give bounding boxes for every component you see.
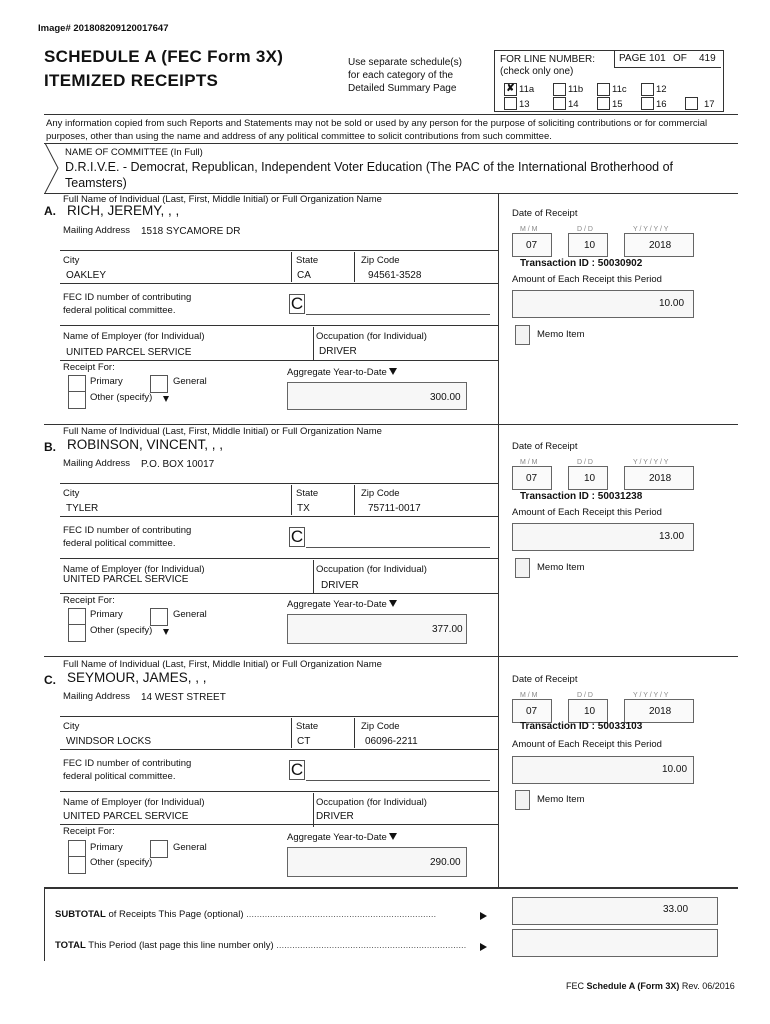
divider bbox=[60, 283, 498, 284]
line-11c-label: 11c bbox=[612, 84, 627, 95]
aggregate-value: 377.00 bbox=[432, 624, 463, 635]
primary-label: Primary bbox=[90, 609, 123, 620]
aggregate-label-text: Aggregate Year-to-Date bbox=[287, 832, 387, 843]
month-value: 07 bbox=[526, 240, 538, 251]
day-value: 10 bbox=[584, 240, 596, 251]
field-divider bbox=[354, 718, 355, 748]
column-divider bbox=[498, 193, 499, 887]
other-checkbox[interactable] bbox=[68, 856, 86, 874]
line-number-title: FOR LINE NUMBER: bbox=[500, 54, 596, 65]
amount-value: 13.00 bbox=[659, 531, 685, 542]
contributor-name: RICH, JEREMY, , , bbox=[67, 203, 180, 218]
line-11b-checkbox[interactable] bbox=[553, 83, 566, 96]
contributor-name: SEYMOUR, JAMES, , , bbox=[67, 670, 207, 685]
total-label-rest: This Period (last page this line number only) bbox=[85, 940, 274, 951]
page-counter bbox=[614, 51, 721, 68]
employer-label: Name of Employer (for Individual) bbox=[63, 564, 205, 575]
year-value: 2018 bbox=[649, 473, 672, 484]
fec-id-input[interactable] bbox=[306, 527, 490, 548]
contributor-name: ROBINSON, VINCENT, , , bbox=[67, 437, 224, 452]
divider bbox=[60, 325, 498, 326]
field-divider bbox=[313, 327, 314, 361]
occupation-label: Occupation (for Individual) bbox=[316, 564, 427, 575]
instruction-line: Detailed Summary Page bbox=[348, 83, 457, 94]
month-value: 07 bbox=[526, 706, 538, 717]
divider bbox=[60, 360, 498, 361]
state-label: State bbox=[296, 255, 319, 266]
committee-bracket-icon bbox=[44, 143, 60, 193]
entry-letter: A. bbox=[44, 204, 56, 218]
aggregate-label-text: Aggregate Year-to-Date bbox=[287, 367, 387, 378]
general-checkbox[interactable] bbox=[150, 840, 168, 858]
total-field[interactable] bbox=[512, 929, 718, 957]
occupation-value: DRIVER bbox=[316, 811, 354, 822]
city-label: City bbox=[63, 488, 80, 499]
general-label: General bbox=[173, 842, 207, 853]
other-label: Other (specify) bbox=[90, 857, 153, 868]
year-value: 2018 bbox=[649, 706, 672, 717]
footer-revision: Rev. 06/2016 bbox=[679, 981, 735, 991]
year-hint: Y / Y / Y / Y bbox=[633, 459, 669, 466]
memo-checkbox[interactable] bbox=[515, 558, 530, 578]
subtotal-label: SUBTOTAL of Receipts This Page (optional) ........................................................................ bbox=[55, 909, 437, 920]
field-divider bbox=[313, 793, 314, 827]
fec-id-label-line: federal political committee. bbox=[63, 538, 176, 549]
divider bbox=[60, 250, 498, 251]
aggregate-label bbox=[287, 599, 397, 610]
zip-label: Zip Code bbox=[361, 488, 400, 499]
divider bbox=[60, 516, 498, 517]
memo-checkbox[interactable] bbox=[515, 325, 530, 345]
divider bbox=[44, 887, 738, 889]
zip-value: 06096-2211 bbox=[365, 736, 418, 747]
divider bbox=[60, 558, 498, 559]
employer-value: UNITED PARCEL SERVICE bbox=[66, 347, 192, 358]
committee-name-line: Teamsters) bbox=[65, 176, 127, 190]
primary-checkbox[interactable] bbox=[68, 608, 86, 625]
occupation-value: DRIVER bbox=[321, 580, 359, 591]
month-value: 07 bbox=[526, 473, 538, 484]
city-label: City bbox=[63, 255, 80, 266]
other-dropdown-icon[interactable] bbox=[163, 629, 169, 635]
disclaimer: Any information copied from such Reports and Statements may not be sold or used by any person for the purpose of soliciting contributions or for commercial purposes, other than using the name and address of any political committee to solicit contributions from such committee. bbox=[46, 118, 708, 142]
page-label: PAGE bbox=[619, 53, 647, 64]
year-value: 2018 bbox=[649, 240, 672, 251]
divider bbox=[44, 656, 738, 657]
instruction-line: for each category of the bbox=[348, 70, 454, 81]
zip-label: Zip Code bbox=[361, 721, 400, 732]
page-of-label: OF bbox=[673, 53, 687, 64]
fec-id-label bbox=[63, 757, 191, 783]
aggregate-value: 290.00 bbox=[430, 857, 461, 868]
instructions bbox=[348, 56, 488, 95]
full-name-label: Full Name of Individual (Last, First, Middle Initial) or Full Organization Name bbox=[63, 426, 382, 437]
amount-value: 10.00 bbox=[662, 764, 688, 775]
divider bbox=[60, 824, 498, 825]
amount-label: Amount of Each Receipt this Period bbox=[512, 507, 662, 518]
subtotal-label-rest: of Receipts This Page (optional) bbox=[105, 909, 244, 920]
general-checkbox[interactable] bbox=[150, 375, 168, 393]
memo-label: Memo Item bbox=[537, 562, 585, 573]
divider bbox=[44, 114, 738, 115]
state-label: State bbox=[296, 488, 319, 499]
total-label: TOTAL This Period (last page this line number only) ........................................................................ bbox=[55, 940, 467, 951]
total-pages: 419 bbox=[699, 53, 716, 64]
mailing-address-value: 1518 SYCAMORE DR bbox=[141, 226, 241, 237]
aggregate-label bbox=[287, 367, 397, 378]
total-arrow-icon bbox=[480, 943, 487, 951]
total-label-bold: TOTAL bbox=[55, 940, 86, 951]
occupation-label: Occupation (for Individual) bbox=[316, 331, 427, 342]
fec-id-prefix: C bbox=[290, 760, 304, 779]
transaction-id: Transaction ID : 50030902 bbox=[520, 258, 643, 269]
other-label: Other (specify) bbox=[90, 392, 153, 403]
full-name-label: Full Name of Individual (Last, First, Middle Initial) or Full Organization Name bbox=[63, 194, 382, 205]
line-11a-label: 11a bbox=[519, 84, 535, 95]
field-divider bbox=[313, 560, 314, 594]
full-name-label: Full Name of Individual (Last, First, Middle Initial) or Full Organization Name bbox=[63, 659, 382, 670]
line-16-checkbox[interactable] bbox=[641, 97, 654, 110]
committee-name-line: D.R.I.V.E. - Democrat, Republican, Independent Voter Education (The PAC of the International Brotherhood of bbox=[65, 160, 673, 174]
fec-id-label-line: FEC ID number of contributing bbox=[63, 292, 192, 303]
mailing-address-value: 14 WEST STREET bbox=[141, 692, 226, 703]
transaction-id: Transaction ID : 50033103 bbox=[520, 721, 643, 732]
aggregate-arrow-icon bbox=[389, 600, 397, 607]
line-15-checkbox[interactable] bbox=[597, 97, 610, 110]
city-value: OAKLEY bbox=[66, 270, 107, 281]
line-13-checkbox[interactable] bbox=[504, 97, 517, 110]
aggregate-label-text: Aggregate Year-to-Date bbox=[287, 599, 387, 610]
employer-label: Name of Employer (for Individual) bbox=[63, 797, 205, 808]
committee-name bbox=[65, 159, 735, 191]
line-14-checkbox[interactable] bbox=[553, 97, 566, 110]
field-divider bbox=[291, 252, 292, 282]
occupation-label: Occupation (for Individual) bbox=[316, 797, 427, 808]
line-12-label: 12 bbox=[656, 84, 667, 95]
line-13-label: 13 bbox=[519, 99, 530, 110]
entry-letter: C. bbox=[44, 673, 56, 687]
aggregate-arrow-icon bbox=[389, 833, 397, 840]
fec-id-prefix: C bbox=[290, 527, 304, 546]
year-hint: Y / Y / Y / Y bbox=[633, 226, 669, 233]
year-hint: Y / Y / Y / Y bbox=[633, 692, 669, 699]
other-dropdown-icon[interactable] bbox=[163, 396, 169, 402]
zip-label: Zip Code bbox=[361, 255, 400, 266]
state-value: TX bbox=[297, 503, 310, 514]
primary-checkbox[interactable] bbox=[68, 840, 86, 857]
fec-id-label-line: FEC ID number of contributing bbox=[63, 758, 192, 769]
subtotal-arrow-icon bbox=[480, 912, 487, 920]
primary-checkbox[interactable] bbox=[68, 375, 86, 392]
city-label: City bbox=[63, 721, 80, 732]
divider bbox=[60, 483, 498, 484]
line-11b-label: 11b bbox=[568, 84, 584, 95]
form-footer bbox=[566, 981, 735, 991]
divider bbox=[60, 593, 498, 594]
mailing-address-value: P.O. BOX 10017 bbox=[141, 459, 215, 470]
amount-label: Amount of Each Receipt this Period bbox=[512, 739, 662, 750]
fec-id-prefix: C bbox=[290, 294, 304, 313]
state-value: CA bbox=[297, 270, 311, 281]
field-divider bbox=[291, 485, 292, 515]
other-checkbox[interactable] bbox=[68, 391, 86, 409]
memo-checkbox[interactable] bbox=[515, 790, 530, 810]
city-value: WINDSOR LOCKS bbox=[66, 736, 152, 747]
memo-label: Memo Item bbox=[537, 329, 585, 340]
page-number: 101 bbox=[649, 53, 666, 64]
zip-value: 75711-0017 bbox=[368, 503, 421, 514]
state-value: CT bbox=[297, 736, 311, 747]
field-divider bbox=[354, 485, 355, 515]
line-12-checkbox[interactable] bbox=[641, 83, 654, 96]
aggregate-label bbox=[287, 832, 397, 843]
line-number-sublabel: (check only one) bbox=[500, 66, 574, 77]
fec-id-label bbox=[63, 291, 191, 317]
amount-label: Amount of Each Receipt this Period bbox=[512, 274, 662, 285]
date-of-receipt-label: Date of Receipt bbox=[512, 208, 578, 219]
mailing-address-label: Mailing Address bbox=[63, 691, 131, 702]
line-16-label: 16 bbox=[656, 99, 667, 110]
month-hint: M / M bbox=[520, 226, 538, 233]
day-hint: D / D bbox=[577, 692, 593, 699]
mailing-address-label: Mailing Address bbox=[63, 458, 131, 469]
day-value: 10 bbox=[584, 473, 596, 484]
transaction-id: Transaction ID : 50031238 bbox=[520, 491, 643, 502]
fec-id-label bbox=[63, 524, 191, 550]
mailing-address-label: Mailing Address bbox=[63, 225, 131, 236]
fec-id-input[interactable] bbox=[306, 294, 490, 315]
line-11c-checkbox[interactable] bbox=[597, 83, 610, 96]
date-of-receipt-label: Date of Receipt bbox=[512, 441, 578, 452]
line-number-label bbox=[500, 54, 595, 78]
primary-label: Primary bbox=[90, 842, 123, 853]
employer-label: Name of Employer (for Individual) bbox=[63, 331, 205, 342]
line-14-label: 14 bbox=[568, 99, 579, 110]
image-id: Image# 201808209120017647 bbox=[38, 23, 169, 34]
schedule-subtitle: ITEMIZED RECEIPTS bbox=[44, 71, 219, 90]
committee-label: NAME OF COMMITTEE (In Full) bbox=[65, 147, 203, 158]
month-hint: M / M bbox=[520, 692, 538, 699]
line-17-label: 17 bbox=[704, 99, 715, 110]
primary-label: Primary bbox=[90, 376, 123, 387]
aggregate-arrow-icon bbox=[389, 368, 397, 375]
state-label: State bbox=[296, 721, 319, 732]
zip-value: 94561-3528 bbox=[368, 270, 422, 281]
day-value: 10 bbox=[584, 706, 596, 717]
divider bbox=[44, 143, 738, 144]
fec-id-label-line: FEC ID number of contributing bbox=[63, 525, 192, 536]
aggregate-value: 300.00 bbox=[430, 392, 461, 403]
memo-label: Memo Item bbox=[537, 794, 585, 805]
city-value: TYLER bbox=[66, 503, 99, 514]
footer-prefix: FEC bbox=[566, 981, 587, 991]
receipt-for-label: Receipt For: bbox=[63, 826, 115, 837]
line-17-checkbox[interactable] bbox=[685, 97, 698, 110]
subtotal-label-bold: SUBTOTAL bbox=[55, 909, 106, 920]
schedule-title: SCHEDULE A (FEC Form 3X) bbox=[44, 47, 284, 66]
entry-letter: B. bbox=[44, 440, 56, 454]
divider bbox=[60, 716, 498, 717]
general-label: General bbox=[173, 376, 207, 387]
day-hint: D / D bbox=[577, 226, 593, 233]
amount-value: 10.00 bbox=[659, 298, 685, 309]
divider bbox=[60, 791, 498, 792]
fec-id-label-line: federal political committee. bbox=[63, 305, 176, 316]
divider bbox=[44, 424, 738, 425]
receipt-for-label: Receipt For: bbox=[63, 595, 115, 606]
general-label: General bbox=[173, 609, 207, 620]
field-divider bbox=[354, 252, 355, 282]
field-divider bbox=[291, 718, 292, 748]
divider bbox=[60, 749, 498, 750]
date-of-receipt-label: Date of Receipt bbox=[512, 674, 578, 685]
instruction-line: Use separate schedule(s) bbox=[348, 57, 462, 68]
footer-form-name: Schedule A (Form 3X) bbox=[586, 981, 680, 991]
other-checkbox[interactable] bbox=[68, 624, 86, 642]
receipt-for-label: Receipt For: bbox=[63, 362, 115, 373]
month-hint: M / M bbox=[520, 459, 538, 466]
occupation-value: DRIVER bbox=[319, 346, 357, 357]
day-hint: D / D bbox=[577, 459, 593, 466]
employer-value: UNITED PARCEL SERVICE bbox=[63, 811, 189, 822]
line-11a-checkbox[interactable]: ✘ bbox=[504, 83, 517, 96]
totals-left-border bbox=[44, 887, 45, 961]
employer-value: UNITED PARCEL SERVICE bbox=[63, 574, 189, 585]
line-15-label: 15 bbox=[612, 99, 623, 110]
other-label: Other (specify) bbox=[90, 625, 153, 636]
fec-id-input[interactable] bbox=[306, 760, 490, 781]
fec-id-label-line: federal political committee. bbox=[63, 771, 176, 782]
general-checkbox[interactable] bbox=[150, 608, 168, 626]
subtotal-value: 33.00 bbox=[663, 904, 689, 915]
